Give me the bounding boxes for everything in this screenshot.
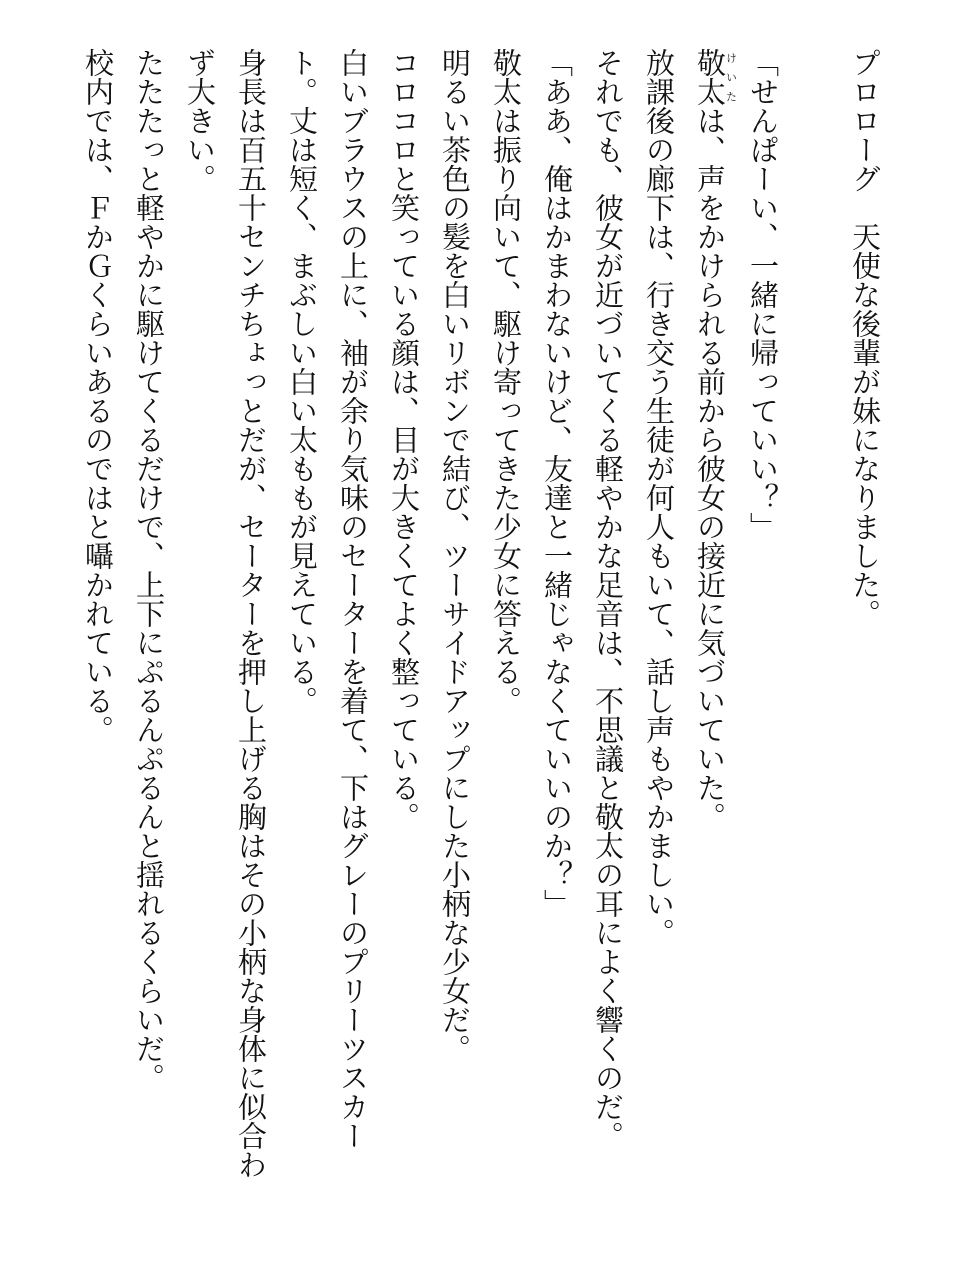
paragraph-6: 敬太は振り向いて、駆け寄ってきた少女に答える。: [489, 48, 523, 715]
paragraph-12: 校内では、ＦかＧくらいあるのではと囁かれている。: [81, 48, 115, 744]
paragraph-10-continued: ず大きい。: [183, 48, 217, 193]
paragraph-4: それでも、彼女が近づいてくる軽やかな足音は、不思議と敬太の耳によく響くのだ。: [591, 48, 625, 1150]
chapter-title: プロローグ 天使な後輩が妹になりました。: [848, 48, 882, 628]
paragraph-1: 「せんぱーい、一緒に帰っていい？」: [746, 48, 780, 541]
paragraph-9: 白いブラウスの上に、袖が余り気味のセーターを着て、下はグレーのプリーツスカー: [336, 48, 370, 1150]
furigana-reading: けいた: [724, 48, 738, 106]
paragraph-2: [684, 48, 737, 1248]
paragraph-5: 「ああ、俺はかまわないけど、友達と一緒じゃなくていいのか？」: [540, 48, 574, 918]
paragraph-9-continued: ト。丈は短く、まぶしい白い太ももが見えている。: [285, 48, 319, 715]
paragraph-11: たたたっと軽やかに駆けてくるだけで、上下にぷるんぷるんと揺れるくらいだ。: [132, 48, 166, 1092]
name-with-furigana: [693, 48, 738, 106]
paragraph-3: 放課後の廊下は、行き交う生徒が何人もいて、話し声もやかましい。: [642, 48, 676, 947]
paragraph-8: コロコロと笑っている顔は、目が大きくてよく整っている。: [387, 48, 421, 831]
furigana-base: 敬太: [693, 48, 727, 106]
paragraph-10: 身長は百五十センチちょっとだが、セーターを押し上げる胸はその小柄な身体に似合わ: [234, 48, 268, 1179]
paragraph-2-text: は、声をかけられる前から彼女の接近に気づいていた。: [693, 106, 727, 831]
paragraph-7: 明るい茶色の髪を白いリボンで結び、ツーサイドアップにした小柄な少女だ。: [438, 48, 472, 1063]
vertical-text-body: [72, 48, 890, 1248]
